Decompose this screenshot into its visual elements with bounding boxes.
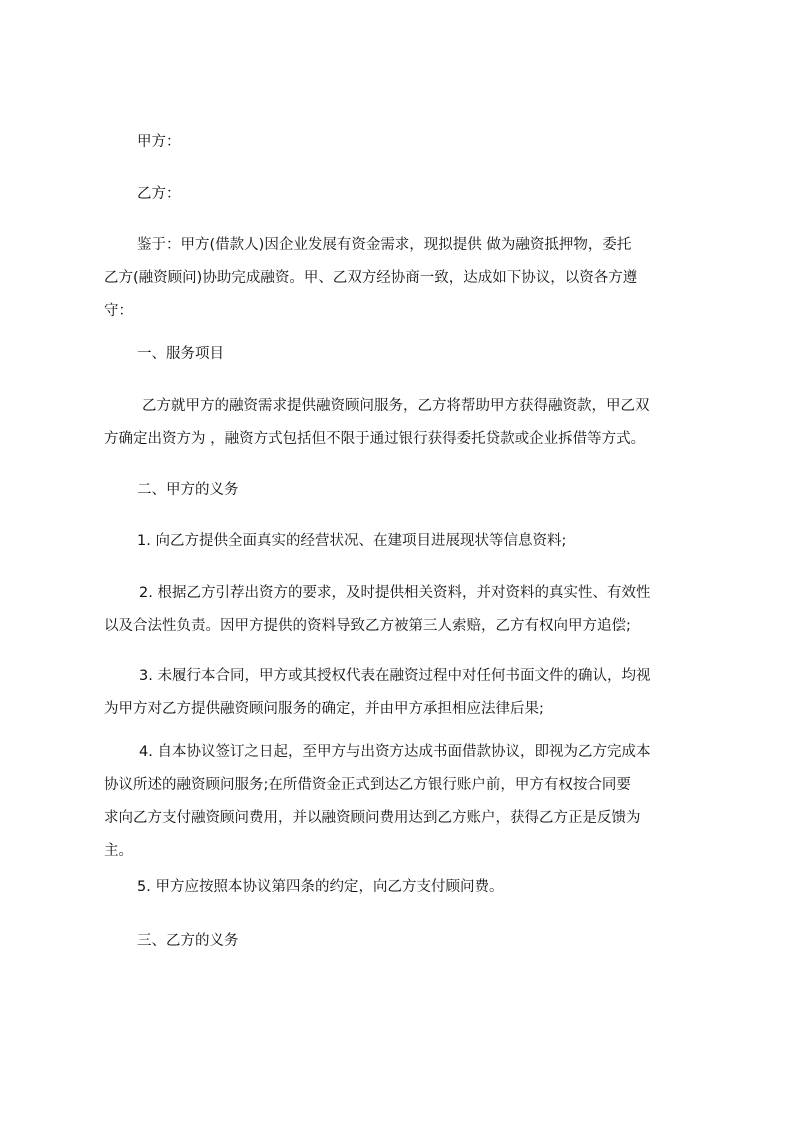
item-4-line: 4. 自本协议签订之日起，至甲方与出资方达成书面借款协议，即视为乙方完成本	[139, 744, 651, 760]
item-1-line: 1. 向乙方提供全面真实的经营状况、在建项目进展现状等信息资料;	[137, 533, 567, 549]
item-3-line: 3. 未履行本合同，甲方或其授权代表在融资过程中对任何书面文件的确认，均视	[139, 668, 651, 684]
item-3-line: 为甲方对乙方提供融资顾问服务的确定，并由甲方承担相应法律后果;	[104, 701, 544, 717]
section-1-title-text: 一、服务项目	[137, 346, 224, 362]
section-3-title	[104, 925, 704, 958]
item-5-line: 5. 甲方应按照本协议第四条的约定，向乙方支付顾问费。	[137, 879, 504, 895]
section-1-line: 乙方就甲方的融资需求提供融资顾问服务，乙方将帮助甲方获得融资款，甲乙双	[142, 398, 650, 414]
item-3	[104, 660, 704, 726]
section-1-title	[104, 338, 704, 371]
section-1-line: 方确定出资方为 ，融资方式包括但不限于通过银行获得委托贷款或企业拆借等方式。	[104, 431, 646, 447]
item-4-line: 求向乙方支付融资顾问费用，并以融资顾问费用达到乙方账户，获得乙方正是反馈为	[104, 810, 641, 826]
party-a-text: 甲方：	[137, 134, 181, 150]
preamble-paragraph	[104, 229, 704, 328]
preamble-line: 鉴于：甲方(借款人)因企业发展有资金需求，现拟提供 做为融资抵押物，委托	[137, 237, 632, 253]
section-2-title	[104, 474, 704, 507]
section-1-body	[104, 390, 704, 456]
item-4-line: 主。	[104, 843, 133, 859]
item-2-line: 以及合法性负责。因甲方提供的资料导致乙方被第三人索赔，乙方有权向甲方追偿;	[104, 618, 631, 634]
preamble-line: 乙方(融资顾问)协助完成融资。甲、乙双方经协商一致，达成如下协议，以资各方遵	[104, 270, 638, 286]
item-1	[104, 525, 704, 558]
item-2-line: 2. 根据乙方引荐出资方的要求，及时提供相关资料，并对资料的真实性、有效性	[139, 585, 651, 601]
party-b-label	[104, 178, 704, 211]
item-2	[104, 577, 704, 643]
item-4	[104, 736, 704, 868]
party-b-text: 乙方：	[137, 186, 181, 202]
item-5	[104, 871, 704, 904]
party-a-label	[104, 126, 704, 159]
section-3-title-text: 三、乙方的义务	[137, 933, 239, 949]
preamble-line: 守：	[104, 303, 133, 319]
section-2-title-text: 二、甲方的义务	[137, 482, 239, 498]
item-4-line: 协议所述的融资顾问服务;在所借资金正式到达乙方银行账户前，甲方有权按合同要	[104, 777, 631, 793]
